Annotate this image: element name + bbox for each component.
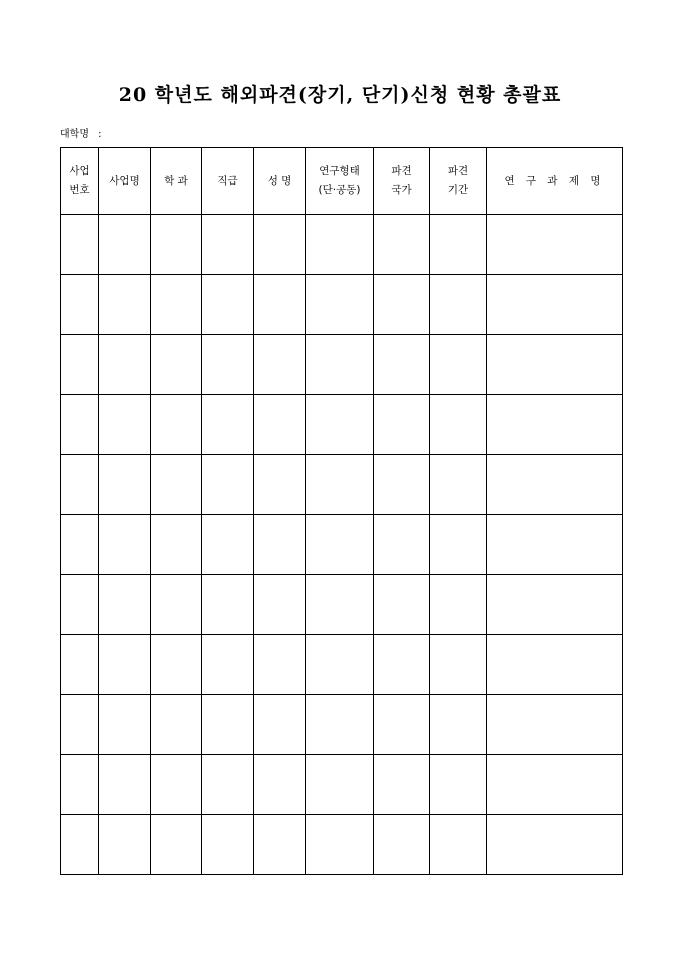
header-department	[151, 148, 202, 215]
cell-project-number[interactable]	[61, 215, 99, 275]
cell-project-name[interactable]	[99, 395, 151, 455]
cell-project-number[interactable]	[61, 275, 99, 335]
university-field	[60, 125, 102, 140]
cell-dispatch-country[interactable]	[374, 635, 430, 695]
cell-research-title[interactable]	[487, 335, 623, 395]
cell-position[interactable]	[202, 275, 254, 335]
cell-project-name[interactable]	[99, 515, 151, 575]
cell-name[interactable]	[254, 515, 306, 575]
cell-project-name[interactable]	[99, 695, 151, 755]
table-row	[61, 275, 623, 335]
cell-dispatch-country[interactable]	[374, 215, 430, 275]
cell-name[interactable]	[254, 335, 306, 395]
cell-dispatch-period[interactable]	[430, 215, 487, 275]
cell-department[interactable]	[151, 635, 202, 695]
cell-name[interactable]	[254, 755, 306, 815]
table-row	[61, 815, 623, 875]
table-row	[61, 215, 623, 275]
cell-research-title[interactable]	[487, 515, 623, 575]
header-project-name	[99, 148, 151, 215]
cell-position[interactable]	[202, 335, 254, 395]
cell-position[interactable]	[202, 815, 254, 875]
cell-research-title[interactable]	[487, 815, 623, 875]
header-dispatch-period	[430, 148, 487, 215]
cell-name[interactable]	[254, 215, 306, 275]
cell-research-type[interactable]	[306, 335, 374, 395]
cell-research-type[interactable]	[306, 515, 374, 575]
cell-dispatch-period[interactable]	[430, 335, 487, 395]
cell-project-name[interactable]	[99, 335, 151, 395]
cell-department[interactable]	[151, 455, 202, 515]
university-separator: :	[98, 129, 102, 140]
cell-project-number[interactable]	[61, 695, 99, 755]
header-project-name-label: 사업명	[109, 174, 140, 187]
cell-position[interactable]	[202, 635, 254, 695]
cell-name[interactable]	[254, 695, 306, 755]
cell-research-type[interactable]	[306, 635, 374, 695]
header-name	[254, 148, 306, 215]
cell-dispatch-period[interactable]	[430, 575, 487, 635]
cell-dispatch-country[interactable]	[374, 815, 430, 875]
cell-department[interactable]	[151, 695, 202, 755]
cell-project-number[interactable]	[61, 335, 99, 395]
university-label: 대학명	[60, 129, 89, 140]
header-research-type	[306, 148, 374, 215]
cell-position[interactable]	[202, 575, 254, 635]
cell-position[interactable]	[202, 755, 254, 815]
cell-name[interactable]	[254, 815, 306, 875]
header-project-number-line1: 사업	[69, 165, 90, 177]
header-research-type-line1: 연구형태	[319, 165, 360, 177]
table-header-row	[61, 148, 623, 215]
cell-department[interactable]	[151, 515, 202, 575]
cell-name[interactable]	[254, 395, 306, 455]
cell-dispatch-country[interactable]	[374, 395, 430, 455]
cell-position[interactable]	[202, 695, 254, 755]
cell-research-type[interactable]	[306, 695, 374, 755]
cell-research-title[interactable]	[487, 275, 623, 335]
cell-dispatch-period[interactable]	[430, 455, 487, 515]
header-research-type-line2: (단·공동)	[318, 184, 361, 196]
header-dispatch-period-line2: 기간	[447, 184, 469, 196]
cell-research-type[interactable]	[306, 275, 374, 335]
cell-research-type[interactable]	[306, 755, 374, 815]
cell-department[interactable]	[151, 335, 202, 395]
cell-project-name[interactable]	[99, 635, 151, 695]
cell-dispatch-period[interactable]	[430, 395, 487, 455]
cell-research-type[interactable]	[306, 395, 374, 455]
cell-dispatch-country[interactable]	[374, 515, 430, 575]
document-title: 20 학년도 해외파견(장기, 단기)신청 현황 총괄표	[118, 84, 562, 106]
cell-dispatch-period[interactable]	[430, 275, 487, 335]
header-name-label: 성 명	[267, 174, 292, 187]
cell-research-type[interactable]	[306, 815, 374, 875]
header-dispatch-period-line1: 파견	[447, 165, 469, 177]
cell-department[interactable]	[151, 215, 202, 275]
table-row	[61, 755, 623, 815]
table-row	[61, 395, 623, 455]
cell-position[interactable]	[202, 215, 254, 275]
table-row	[61, 635, 623, 695]
cell-dispatch-period[interactable]	[430, 635, 487, 695]
cell-position[interactable]	[202, 515, 254, 575]
table-row	[61, 455, 623, 515]
cell-research-title[interactable]	[487, 455, 623, 515]
cell-project-number[interactable]	[61, 575, 99, 635]
table-row	[61, 515, 623, 575]
cell-research-type[interactable]	[306, 575, 374, 635]
cell-project-number[interactable]	[61, 395, 99, 455]
header-project-number	[61, 148, 99, 215]
header-research-title-label: 연 구 과 제 명	[504, 174, 605, 187]
cell-department[interactable]	[151, 815, 202, 875]
cell-project-number[interactable]	[61, 755, 99, 815]
cell-research-title[interactable]	[487, 215, 623, 275]
table-body	[61, 215, 623, 875]
header-dispatch-country	[374, 148, 430, 215]
cell-research-title[interactable]	[487, 575, 623, 635]
cell-name[interactable]	[254, 575, 306, 635]
cell-project-number[interactable]	[61, 455, 99, 515]
cell-dispatch-country[interactable]	[374, 575, 430, 635]
cell-project-name[interactable]	[99, 755, 151, 815]
cell-research-title[interactable]	[487, 395, 623, 455]
header-position-label: 직급	[217, 174, 238, 187]
application-summary-table	[60, 147, 623, 875]
cell-position[interactable]	[202, 455, 254, 515]
cell-research-title[interactable]	[487, 755, 623, 815]
cell-project-name[interactable]	[99, 215, 151, 275]
cell-name[interactable]	[254, 635, 306, 695]
cell-research-type[interactable]	[306, 215, 374, 275]
header-position	[202, 148, 254, 215]
header-dispatch-country-line2: 국가	[391, 184, 412, 196]
cell-dispatch-country[interactable]	[374, 335, 430, 395]
table-row	[61, 335, 623, 395]
header-research-title	[487, 148, 623, 215]
cell-department[interactable]	[151, 755, 202, 815]
cell-project-name[interactable]	[99, 575, 151, 635]
header-project-number-line2: 번호	[69, 184, 90, 196]
cell-project-name[interactable]	[99, 455, 151, 515]
cell-dispatch-period[interactable]	[430, 695, 487, 755]
cell-dispatch-period[interactable]	[430, 815, 487, 875]
cell-department[interactable]	[151, 275, 202, 335]
cell-project-name[interactable]	[99, 815, 151, 875]
cell-dispatch-country[interactable]	[374, 455, 430, 515]
cell-project-number[interactable]	[61, 515, 99, 575]
cell-department[interactable]	[151, 575, 202, 635]
cell-dispatch-period[interactable]	[430, 755, 487, 815]
cell-department[interactable]	[151, 395, 202, 455]
table-row	[61, 695, 623, 755]
cell-research-title[interactable]	[487, 635, 623, 695]
cell-project-name[interactable]	[99, 275, 151, 335]
cell-dispatch-country[interactable]	[374, 275, 430, 335]
cell-position[interactable]	[202, 395, 254, 455]
header-dispatch-country-line1: 파견	[391, 165, 412, 177]
header-department-label: 학 과	[164, 174, 188, 187]
table-row	[61, 575, 623, 635]
cell-project-number[interactable]	[61, 815, 99, 875]
cell-dispatch-country[interactable]	[374, 755, 430, 815]
cell-dispatch-period[interactable]	[430, 515, 487, 575]
cell-project-number[interactable]	[61, 635, 99, 695]
cell-name[interactable]	[254, 455, 306, 515]
cell-dispatch-country[interactable]	[374, 695, 430, 755]
cell-name[interactable]	[254, 275, 306, 335]
cell-research-title[interactable]	[487, 695, 623, 755]
cell-research-type[interactable]	[306, 455, 374, 515]
